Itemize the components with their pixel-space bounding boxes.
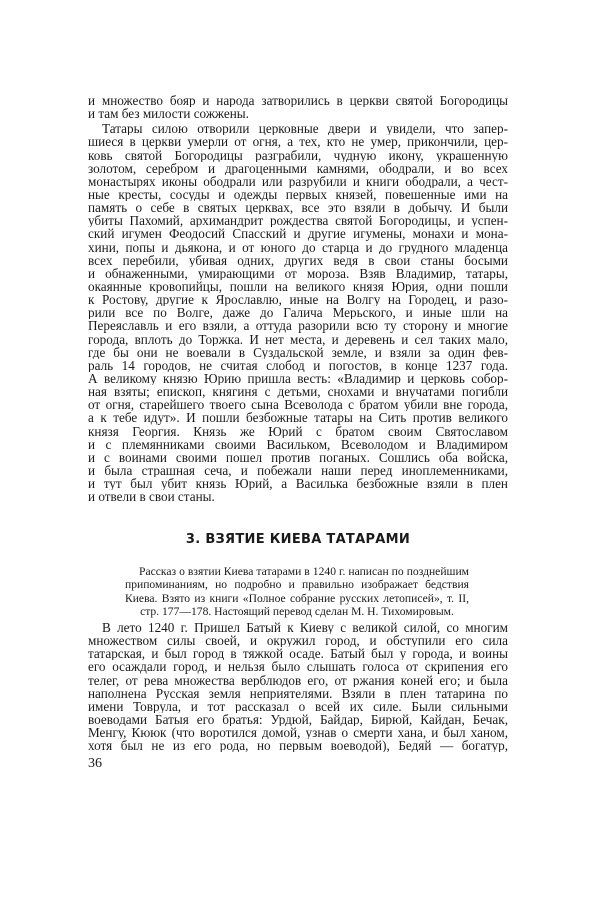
text-line: Киева. Взято из книги «Полное собрание русских летописей», т. II, — [125, 591, 469, 605]
text-line: и обнаженными, умирающими от мороза. Взяв Владимир, татары, — [88, 266, 508, 280]
text-line: князя Георгия. Князь же Юрий с братом своим Святославом — [88, 424, 508, 438]
text-line: и множество бояр и народа затворились в церкви святой Богородицы — [88, 94, 508, 108]
text-line: где бы они не воевали в Суздальской земле, и взяли за один фев- — [88, 345, 508, 359]
text-line: Рассказ о взятии Киева татарами в 1240 г. написан по позднейшим — [139, 565, 469, 578]
text-line: к Ростову, другие к Ярославлю, иные на Волгу на Городец, и разо- — [88, 293, 508, 307]
page-number: 36 — [88, 756, 102, 771]
text-line: рили все по Волге, даже до Галича Мерьского, и иные шли на — [88, 306, 508, 320]
text-line: и с племянниками своими Васильком, Всеволодом и Владимиром — [88, 437, 508, 451]
text-line: припоминаниям, но подробно и правильно изображает бедствия — [125, 578, 469, 592]
text-block-top — [88, 94, 508, 503]
text-line: В лето 1240 г. Пришел Батый к Киеву с великой силой, со многим — [102, 621, 508, 635]
text-line: от огня, старейшего твоего сына Всеволода с братом убили вне города, — [88, 398, 508, 412]
text-line: убиты Пахомий, архимандрит рождества святой Богородицы, и успен- — [88, 214, 508, 228]
text-line: ковь святой Богородицы разграбили, чудную икону, украшенную — [88, 148, 508, 162]
text-line: шиеся в церкви умерли от огня, а тех, кто не умер, прикончили, цер- — [88, 135, 508, 149]
text-line: хини, попы и дьякона, и от юного до старца и до грудного младенца — [88, 240, 508, 254]
intro-note — [125, 565, 469, 618]
text-line: Татары силою отворили церковные двери и увидели, что запер- — [102, 122, 508, 136]
text-line: телег, от рева множества верблюдов его, от ржания коней его; и была — [88, 673, 508, 687]
text-line: хотя был не из его рода, но первым воеводой), Бедяй — богатур, — [88, 739, 508, 753]
text-line: монастырях иконы ободрали или разрубили и книги ободрали, а чест- — [88, 174, 508, 188]
text-line: золотом, серебром и драгоценными камнями, ободрали, и во всех — [88, 161, 508, 175]
paragraph-1 — [88, 94, 508, 120]
text-line: города, вплоть до Торжка. И нет места, и деревень и сел таких мало, — [88, 332, 508, 346]
text-line: татарская, и был город в тяжкой осаде. Батый был у города, и воины — [88, 647, 508, 661]
text-line: всех перебили, убивая одних, других ведя в свои станы босыми — [88, 253, 508, 267]
text-line: и там без милости сожжены. — [88, 107, 249, 121]
text-line: наполнена Русская земля неприятелями. Взяли в плен татарина по — [88, 686, 508, 700]
text-line: имени Товрула, и тот рассказал о всей их силе. Были сильными — [88, 699, 508, 713]
paragraph-2 — [88, 122, 508, 503]
text-line: и отвели в свои станы. — [88, 490, 215, 504]
text-line: и тут был убит князь Юрий, а Василька безбожные взяли в плен — [88, 477, 508, 491]
text-line: а к тебе идут». И пошли безбожные татары на Сить против великого — [88, 411, 508, 425]
text-line: воеводами Батыя его братья: Урдюй, Байдар, Бирюй, Кайдан, Бечак, — [88, 712, 508, 727]
text-line: раль 14 городов, не считая слобод и погостов, в конце 1237 года. — [88, 358, 508, 372]
text-line: ная взяты; епископ, княгиня с детьми, снохами и внучатами погибли — [88, 385, 508, 399]
text-line: и с воинами своими пошел против поганых. Сошлись оба войска, — [88, 450, 508, 464]
text-line: окаянные кровопийцы, пошли на великого князя Юрия, одни пошли — [88, 279, 508, 294]
section-heading: 3. ВЗЯТИЕ КИЕВА ТАТАРАМИ — [185, 532, 411, 547]
text-line: память о себе в святых церквах, все это взяли в добычу. И были — [88, 201, 508, 215]
text-line: и была страшная сеча, и побежали наши перед иноплеменниками, — [88, 463, 508, 478]
text-line: А великому князю Юрию пришла весть: «Владимир и церковь собор- — [88, 371, 508, 386]
text-line: Переяславль и его взяли, а оттуда разорили всю ту сторону и многие — [88, 319, 508, 333]
text-line: стр. 177—178. Настоящий перевод сделан М. Н. Тихомировым. — [140, 604, 454, 618]
text-line: Менгу, Кююк (что воротился домой, узнав о смерти хана, и был ханом, — [88, 726, 508, 740]
paragraph-3 — [88, 621, 508, 752]
text-line: ский игумен Феодосий Спасский и другие игумены, монахи и мона- — [88, 227, 508, 241]
text-line: его осаждали город, и нельзя было слышать голоса от скрипения его — [88, 660, 508, 674]
text-line: ные кресты, сосуды и одежды первых князей, повешенные ими на — [88, 187, 508, 202]
text-line: множеством силы своей, и окружил город, и обступили его сила — [88, 634, 508, 648]
